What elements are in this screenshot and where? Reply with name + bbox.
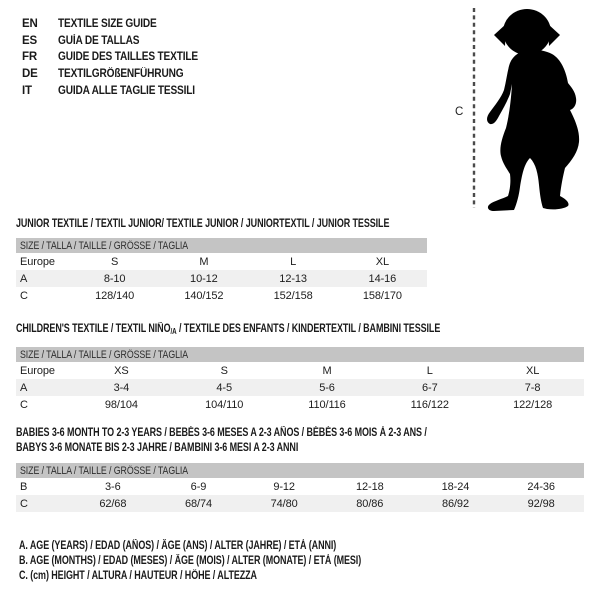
table-row	[16, 287, 427, 304]
table-row	[16, 478, 584, 495]
size-cell: L	[426, 364, 433, 377]
row-label: Europe	[20, 364, 55, 377]
language-row	[22, 49, 217, 66]
section-title-junior: JUNIOR TEXTILE / TEXTIL JUNIOR/ TEXTILE JUNIOR / JUNIORTEXTIL / JUNIOR TESSILE	[16, 218, 390, 230]
table-row	[16, 396, 584, 413]
size-cell: 12-13	[249, 270, 338, 287]
size-cell: 74/80	[241, 495, 327, 512]
size-cell: 68/74	[156, 495, 242, 512]
size-cell: 5-6	[276, 379, 379, 396]
size-cell: 128/140	[95, 289, 135, 302]
language-row	[22, 33, 217, 50]
size-cell: 140/152	[184, 289, 224, 302]
size-header-row	[16, 347, 584, 362]
size-cell: 9-12	[273, 480, 295, 493]
size-cell: 104/110	[205, 398, 244, 411]
size-cell: 14-16	[338, 270, 427, 287]
language-code: DE	[22, 68, 38, 81]
language-title: GUIDE DES TAILLES TEXTILE	[58, 51, 198, 64]
size-cell: 92/98	[498, 495, 584, 512]
size-cell: 158/170	[362, 289, 402, 302]
size-cell: M	[199, 255, 209, 268]
size-header-cell: SIZE / TALLA / TAILLE / GRÖSSE / TAGLIA	[16, 238, 427, 253]
size-cell: 110/116	[308, 398, 346, 411]
table-row	[16, 253, 427, 270]
size-cell: 18-24	[441, 480, 470, 493]
language-row	[22, 66, 217, 83]
height-measure-dashed-line	[472, 8, 477, 208]
size-table-junior	[16, 238, 427, 304]
row-label: C	[16, 495, 70, 512]
size-cell: XL	[375, 255, 389, 268]
section-title-babies: BABIES 3-6 MONTH TO 2-3 YEARS / BEBÉS 3-6 MESES A 2-3 AÑOS / BÉBÉS 3-6 MOIS À 2-3 ANS / BABYS 3-6 MONATE BIS 2-3 JAHRE / BAMBINI 3-6 MESI A 2-3 ANNI	[16, 427, 427, 454]
size-cell: 4-5	[173, 379, 276, 396]
row-label: C	[20, 289, 28, 302]
height-measure-label: C	[455, 106, 464, 118]
language-code: EN	[22, 18, 38, 31]
size-header-row	[16, 463, 584, 478]
footnote-c: C. (cm) HEIGHT / ALTURA / HAUTEUR / HÖHE / ALTEZZA	[19, 570, 257, 582]
size-cell: XL	[525, 364, 540, 377]
row-label: B	[20, 480, 28, 493]
row-label: C	[20, 398, 28, 411]
size-cell: 3-6	[105, 480, 121, 493]
toddler-silhouette	[483, 6, 585, 212]
size-cell: 10-12	[159, 270, 248, 287]
size-cell: S	[220, 364, 228, 377]
language-title: TEXTILGRÖßENFÜHRUNG	[58, 68, 184, 81]
size-header-cell: SIZE / TALLA / TAILLE / GRÖSSE / TAGLIA	[16, 463, 584, 478]
size-cell: 62/68	[70, 495, 156, 512]
table-row	[16, 495, 584, 512]
size-cell: 86/92	[413, 495, 499, 512]
footnote-a: A. AGE (YEARS) / EDAD (AÑOS) / ÂGE (ANS) / ALTER (JAHRE) / ETÀ (ANNI)	[19, 540, 337, 552]
language-row	[22, 82, 217, 99]
size-cell: 7-8	[481, 379, 584, 396]
size-cell: 80/86	[327, 495, 413, 512]
row-label: Europe	[20, 255, 55, 268]
size-cell: 3-4	[70, 379, 173, 396]
size-cell: S	[111, 255, 119, 268]
size-cell: L	[290, 255, 297, 268]
table-row	[16, 362, 584, 379]
size-table-children	[16, 347, 584, 413]
language-code: FR	[22, 51, 37, 64]
size-cell: XS	[114, 364, 129, 377]
language-title: GUIDA ALLE TAGLIE TESSILI	[58, 84, 195, 97]
language-row	[22, 16, 217, 33]
size-cell: 98/104	[104, 398, 138, 411]
table-row	[16, 379, 584, 396]
language-code: IT	[22, 84, 32, 97]
size-header-row	[16, 238, 427, 253]
row-label: A	[16, 270, 70, 287]
size-header-cell: SIZE / TALLA / TAILLE / GRÖSSE / TAGLIA	[16, 347, 584, 362]
size-table-babies	[16, 463, 584, 512]
language-title: TEXTILE SIZE GUIDE	[58, 18, 157, 31]
size-cell: 152/158	[273, 289, 313, 302]
language-code: ES	[22, 34, 37, 47]
footnote-b: B. AGE (MONTHS) / EDAD (MESES) / ÂGE (MOIS) / ALTER (MONATE) / ETÀ (MESI)	[19, 555, 362, 567]
table-row	[16, 270, 427, 287]
size-cell: 12-18	[355, 480, 384, 493]
row-label: A	[16, 379, 70, 396]
language-title-list	[22, 16, 217, 99]
size-cell: 6-7	[378, 379, 481, 396]
size-cell: 116/122	[410, 398, 449, 411]
size-cell: M	[322, 364, 332, 377]
section-title-children: CHILDREN'S TEXTILE / TEXTIL $NIÑO_{/A}$ / TEXTILE DES ENFANTS / KINDERTEXTIL / BAMBINI TESSILE	[16, 323, 441, 336]
size-cell: 122/128	[513, 398, 553, 411]
size-cell: 8-10	[70, 270, 159, 287]
footnote-legend	[19, 539, 458, 584]
size-cell: 24-36	[527, 480, 555, 493]
language-title: GUÍA DE TALLAS	[58, 34, 140, 47]
size-cell: 6-9	[190, 480, 207, 493]
